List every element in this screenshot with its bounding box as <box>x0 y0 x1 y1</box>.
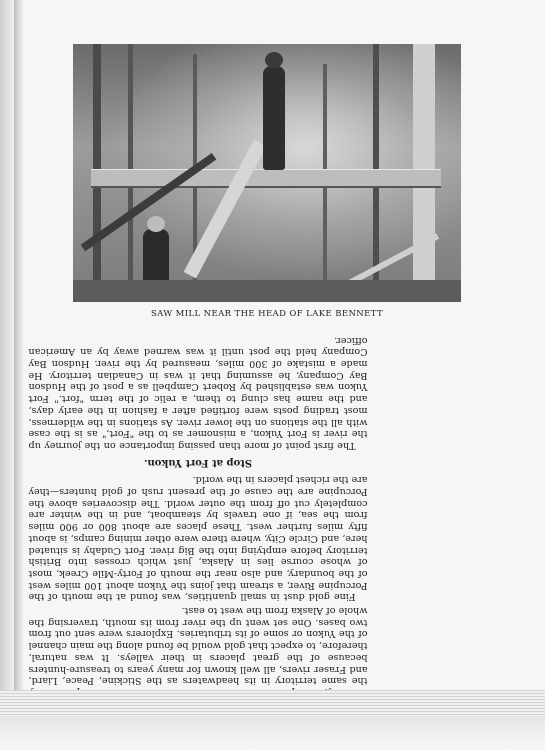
body-text <box>29 332 368 698</box>
paragraph: the same territory in its headwaters as the Stickine, Peace, Liard, and Fraser rivers, all well known for many years to treasure-hunters because of the great placers in their valleys. It was natural, therefore, to expect that gold would be found along the main channel of the Yukon or some of its tributaries. Explorers were sent out from two bases. One set went up the river from its mouth, traversing the whole of Alaska from the west to east. <box>28 605 368 687</box>
section-heading: Stop at Fort Yukon. <box>143 456 253 468</box>
sawmill-photograph <box>73 44 461 302</box>
man-on-log-head <box>265 52 283 68</box>
paragraph: Fine gold dust in small quantities, was found at the mouth of the Porcupine River, a stream that joins the Yukon about 100 miles west of the boundary, and also near the mouth of Forty-Mile Creek, most of whose course lies in Alaska, just which crosses into British territory before emptying into the Big river. Fort Cudahy is situated here, and Circle City, where there were other mining camps, is about fifty miles further west. These places are about 800 or 900 miles from the sea, if one travels by steamboat, and in the winter are completely cut off from the outer world. The discoveries above the Porcupine are the cause of the present rush of gold hunters—they are the richest placers in the world. <box>28 474 368 603</box>
book-gutter <box>14 0 24 750</box>
man-on-log <box>263 66 285 170</box>
paragraph: The first point of more than passing importance on the journey up the river is Fort Yukon, a misnomer as to the "Fort," as is the case with all the stations on the lower river. As stations in the wilderness, most trading posts were fortified after a fashion in the early days, and the name has clung to them, a relic of the term "fort." Fort Yukon was established by Robert Campbell as a post of the Hudson Bay Company, he assuming that it was in Canadian territory. He made a mistake of 300 miles, measured by the river. Hudson Bay Company held the post until it was warned away by an American officer. <box>28 334 368 451</box>
photo-caption: SAW MILL NEAR THE HEAD OF LAKE BENNETT <box>150 309 384 319</box>
photo-ground <box>73 280 461 302</box>
page-stack-edges <box>0 690 545 716</box>
man-below-head <box>147 216 165 232</box>
bottom-shadow <box>0 716 545 750</box>
facing-page-edge <box>0 0 14 750</box>
rotated-text-block <box>28 334 368 718</box>
sawmill-log <box>91 169 441 188</box>
